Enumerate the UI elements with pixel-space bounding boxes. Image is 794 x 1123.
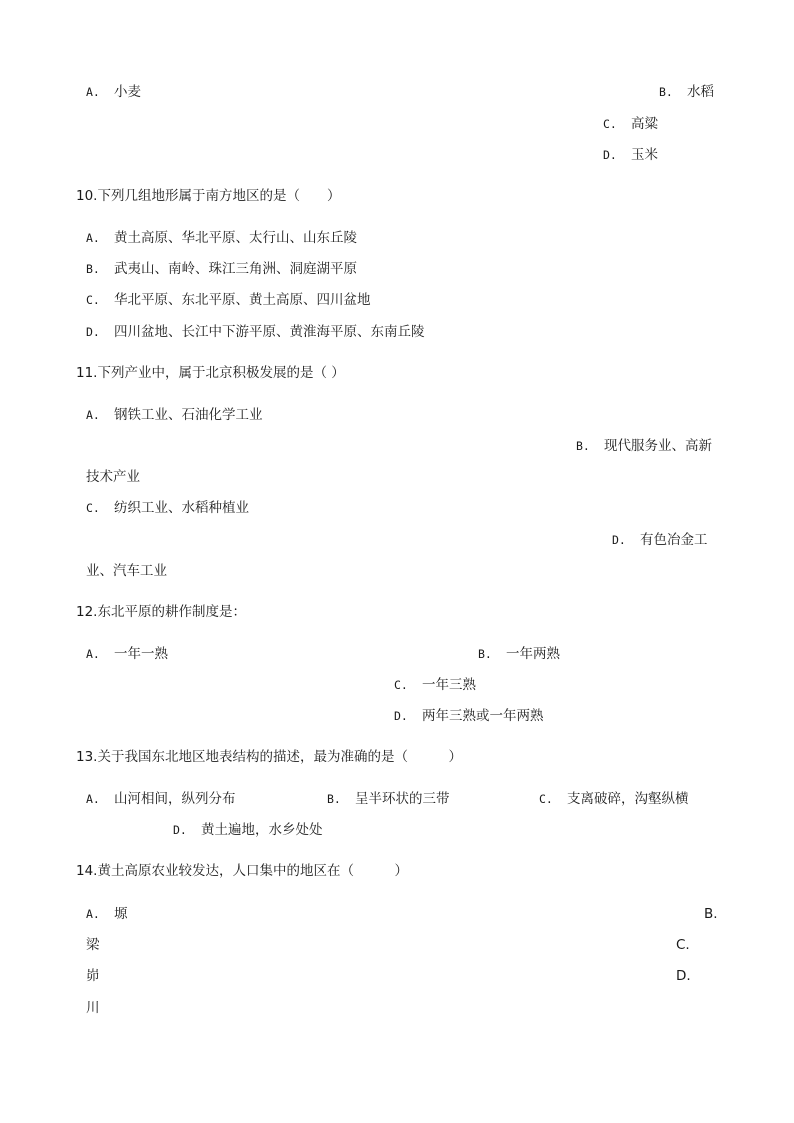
q14-stem: 14.黄土高原农业较发达，人口集中的地区在（ ） [76,863,408,879]
q10-option-a: A. 黄土高原、华北平原、太行山、山东丘陵 [86,230,357,246]
q12-stem: 12.东北平原的耕作制度是： [76,604,246,620]
q11-option-a: A. 钢铁工业、石油化学工业 [86,407,263,423]
q14-option-b-letter: B. [704,906,718,922]
q11-option-c: C. 纺织工业、水稻种植业 [86,500,249,516]
q11-option-b: B. 现代服务业、高新 [576,438,712,454]
q9-option-d: D. 玉米 [603,147,658,163]
q12-option-b: B. 一年两熟 [478,646,560,662]
q10-stem: 10.下列几组地形属于南方地区的是（ ） [76,188,341,204]
q14-option-c-text: 峁 [86,968,100,984]
q14-option-d-text: 川 [86,1000,100,1016]
q9-option-b: B. 水稻 [659,84,714,100]
q13-option-d: D. 黄土遍地，水乡处处 [173,822,323,838]
q12-option-d: D. 两年三熟或一年两熟 [394,708,544,724]
q13-stem: 13.关于我国东北地区地表结构的描述，最为准确的是（ ） [76,749,462,765]
q11-stem: 11.下列产业中，属于北京积极发展的是（ ） [76,365,345,381]
q11-option-d-continued: 业、汽车工业 [86,563,167,579]
q12-option-a: A. 一年一熟 [86,646,168,662]
q10-option-d: D. 四川盆地、长江中下游平原、黄淮海平原、东南丘陵 [86,324,425,340]
q9-option-a: A. 小麦 [86,84,141,100]
q13-option-c: C. 支离破碎，沟壑纵横 [539,791,689,807]
q11-option-d: D. 有色冶金工 [612,532,708,548]
q14-option-c-letter: C. [676,937,690,953]
q13-option-a: A. 山河相间，纵列分布 [86,791,236,807]
q14-option-a: A. 塬 [86,906,128,922]
q12-option-c: C. 一年三熟 [394,677,476,693]
q11-option-b-continued: 技术产业 [86,469,140,485]
q10-option-c: C. 华北平原、东北平原、黄土高原、四川盆地 [86,292,371,308]
q14-option-d-letter: D. [676,968,691,984]
q10-option-b: B. 武夷山、南岭、珠江三角洲、洞庭湖平原 [86,261,357,277]
q13-option-b: B. 呈半环状的三带 [327,791,450,807]
q14-option-b-text: 梁 [86,937,100,953]
q9-option-c: C. 高粱 [603,116,658,132]
